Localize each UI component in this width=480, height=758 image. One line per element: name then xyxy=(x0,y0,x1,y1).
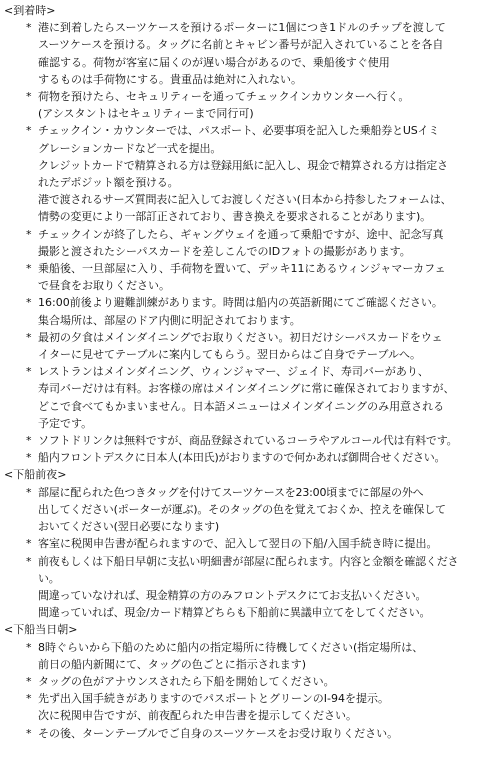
list-item: * 先ず出入国手続きがありますのでパスポートとグリーンのI-94を提示。 次に税関申告ですが、前夜配られた申告書を提示してください。 xyxy=(0,690,480,724)
list-item: * 部屋に配られた色つきタッグを付けてスーツケースを23:00頃までに部屋の外へ 出してください(ポーターが運ぶ)。そのタッグの色を覚えておくか、控えを確保して おいてください(翌日必要になります) xyxy=(0,484,480,536)
list-item: * その後、ターンテーブルでご自身のスーツケースをお受け取りください。 xyxy=(0,725,480,742)
list-item: * 前夜もしくは下船日早朝に支払い明細書が部屋に配られます。内容と金額を確認くださ い。 間違っていなければ、現金精算の方のみフロントデスクにてお支払いください。 間違っていれば、現金/カード精算どちらも下船前に異議申立てをしてください。 xyxy=(0,553,480,622)
list-item: * タッグの色がアナウンスされたら下船を開始してください。 xyxy=(0,673,480,690)
list-item: * 荷物を預けたら、セキュリティーを通ってチェックインカウンターへ行く。 (アシスタントはセキュリティーまで同行可) xyxy=(0,88,480,122)
list-item: * チェックインが終了したら、ギャングウェイを通って乗船ですが、途中、記念写真 撮影と渡されたシーパスカードを差しこんでのIDフォトの撮影があります。 xyxy=(0,226,480,260)
section-disembark-morning xyxy=(0,621,480,741)
list-item: * 乗船後、一旦部屋に入り、手荷物を置いて、デッキ11にあるウィンジャマーカフェ で昼食をお取りください。 xyxy=(0,260,480,294)
list-item: * レストランはメインダイニング、ウィンジャマー、ジェイド、寿司バーがあり、 寿司バーだけは有料。お客様の席はメインダイニングに常に確保されておりますが、 どこで食べてもかまいません。日本語メニューはメインダイニングのみ用意される 予定です。 xyxy=(0,363,480,432)
section-title: <下船当日朝> xyxy=(4,623,78,637)
section-arrival xyxy=(0,2,480,466)
section-night-before xyxy=(0,466,480,621)
list-item: * チェックイン・カウンターでは、パスポート、必要事項を記入した乗船券とUSイミ グレーションカードなど一式を提出。 クレジットカードで精算される方は登録用紙に記入し、現金で精算される方は指定さ れたデポジット額を預ける。 港で渡されるサーズ質問表に記入してお渡しください(日本から持参したフォームは、 情勢の変更により一部訂正されており、書き換えを要求されることがあります)。 xyxy=(0,122,480,225)
list-item: * 最初の夕食はメインダイニングでお取りください。初日だけシーパスカードをウェ イターに見せてテーブルに案内してもらう。翌日からはご自身でテーブルへ。 xyxy=(0,329,480,363)
section-title: <下船前夜> xyxy=(4,468,67,482)
list-item: * 船内フロントデスクに日本人(本田氏)がおりますので何かあれば御問合せください。 xyxy=(0,449,480,466)
list-item: * 16:00前後より避難訓練があります。時間は船内の英語新聞にてご確認ください。 集合場所は、部屋のドア内側に明記されております。 xyxy=(0,294,480,328)
list-item: * ソフトドリンクは無料ですが、商品登録されているコーラやアルコール代は有料です。 xyxy=(0,432,480,449)
section-title: <到着時> xyxy=(4,4,56,17)
list-item: * 8時ぐらいから下船のために船内の指定場所に待機してください(指定場所は、 前日の船内新聞にて、タッグの色ごとに指示されます) xyxy=(0,639,480,673)
list-item: * 客室に税関申告書が配られますので、記入して翌日の下船/入国手続き時に提出。 xyxy=(0,535,480,552)
list-item: * 港に到着したらスーツケースを預けるポーターに1個につき1ドルのチップを渡して スーツケースを預ける。タッグに名前とキャビン番号が記入されていることを各自 確認する。荷物が客室に届くのが遅い場合があるので、乗船後すぐ使用 するものは手荷物にする。貴重品は絶対に入れない。 xyxy=(0,19,480,88)
